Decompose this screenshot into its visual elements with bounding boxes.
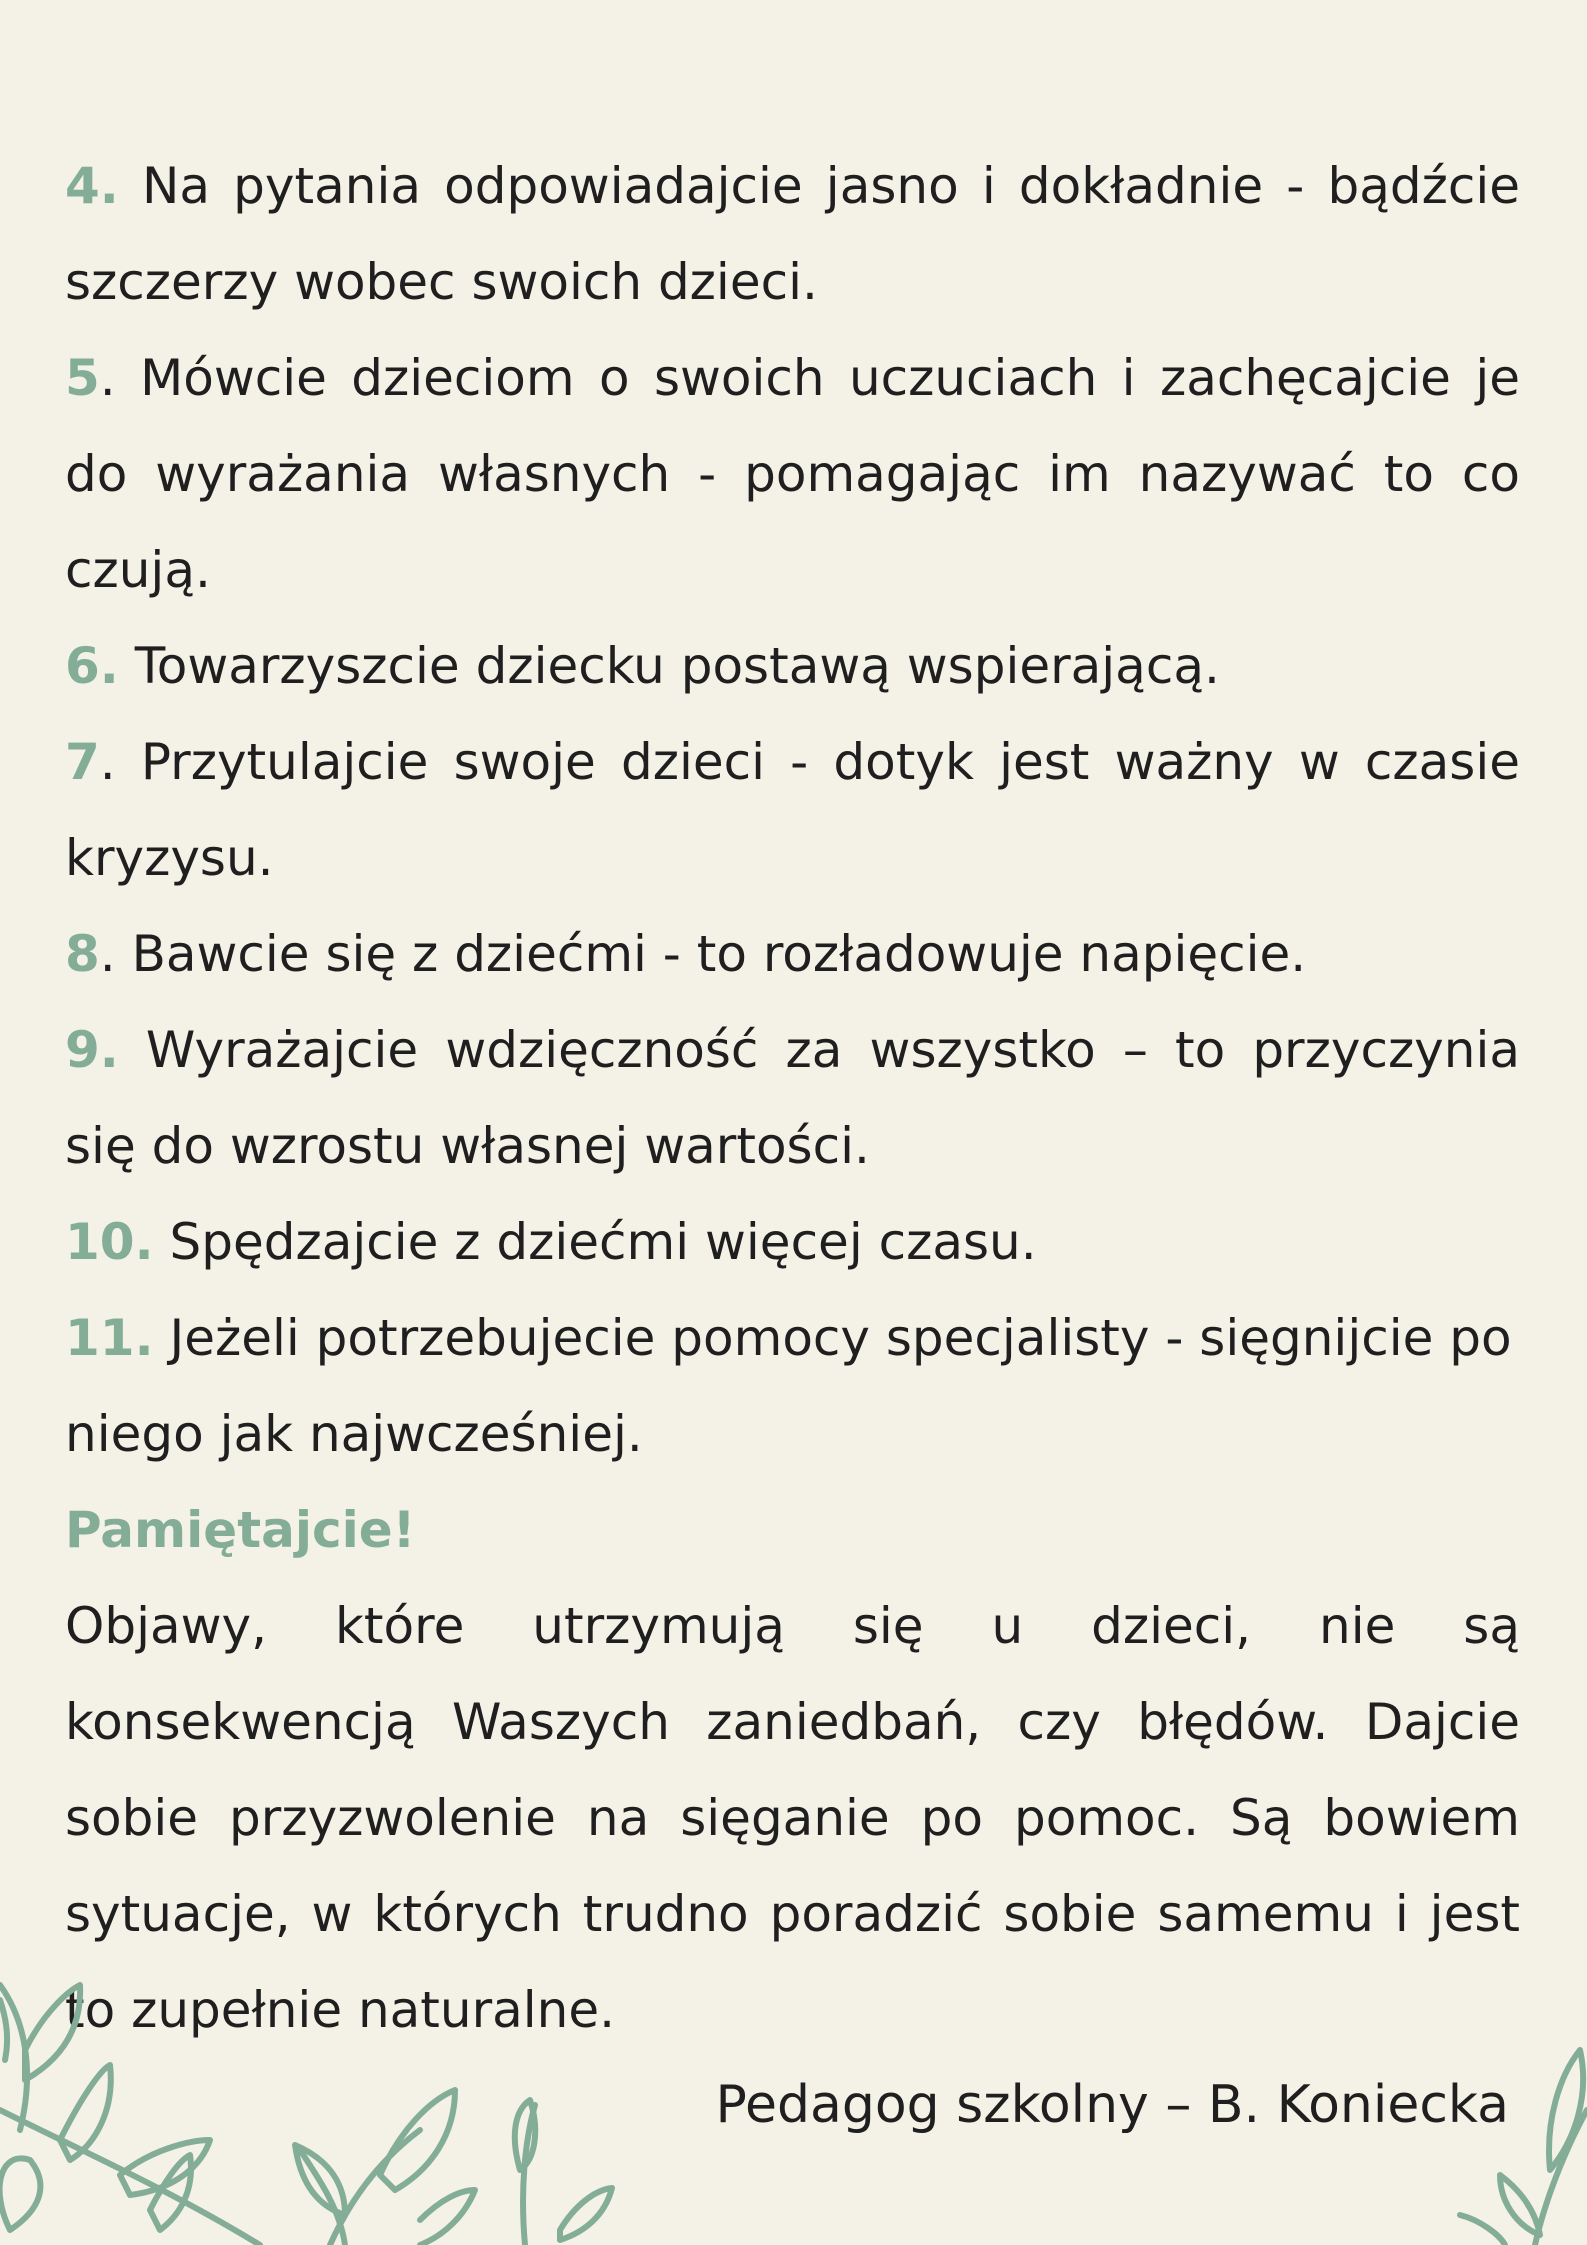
item-number: 4. xyxy=(65,157,119,215)
reminder-text: Objawy, które utrzymują się u dzieci, nie są konsekwencją Waszych zaniedbań, czy błędów. Dajcie sobie przyzwolenie na sięganie po pomoc. Są bowiem sytuacje, w których trudno poradzić sobie samemu i jest to zupełnie naturalne. xyxy=(65,1597,1520,2039)
item-text: Wyrażajcie wdzięczność za wszystko – to przyczynia się do wzrostu własnej wartości. xyxy=(65,1021,1520,1175)
item-number: 11. xyxy=(65,1309,154,1367)
item-text: Spędzajcie z dziećmi więcej czasu. xyxy=(153,1213,1037,1271)
item-number: 10. xyxy=(65,1213,154,1271)
item-number: 6. xyxy=(65,637,119,695)
item-text: . Mówcie dzieciom o swoich uczuciach i zachęcajcie je do wyrażania własnych - pomagając im nazywać to co czują. xyxy=(65,349,1520,599)
item-text: Towarzyszcie dziecku postawą wspierającą. xyxy=(118,637,1220,695)
signature: Pedagog szkolny – B. Koniecka xyxy=(715,2075,1509,2135)
item-number: 8 xyxy=(65,925,100,983)
item-text: . Przytulajcie swoje dzieci - dotyk jest ważny w czasie kryzysu. xyxy=(65,733,1520,887)
item-number: 9. xyxy=(65,1021,119,1079)
item-text: . Bawcie się z dziećmi - to rozładowuje napięcie. xyxy=(99,925,1307,983)
item-text: Na pytania odpowiadajcie jasno i dokładnie - bądźcie szczerzy wobec swoich dzieci. xyxy=(65,157,1520,311)
item-number: 7 xyxy=(65,733,100,791)
item-text: Jeżeli potrzebujecie pomocy specjalisty - sięgnijcie po niego jak najwcześniej. xyxy=(65,1309,1512,1463)
reminder-title: Pamiętajcie! xyxy=(65,1501,416,1559)
item-number: 5 xyxy=(65,349,100,407)
